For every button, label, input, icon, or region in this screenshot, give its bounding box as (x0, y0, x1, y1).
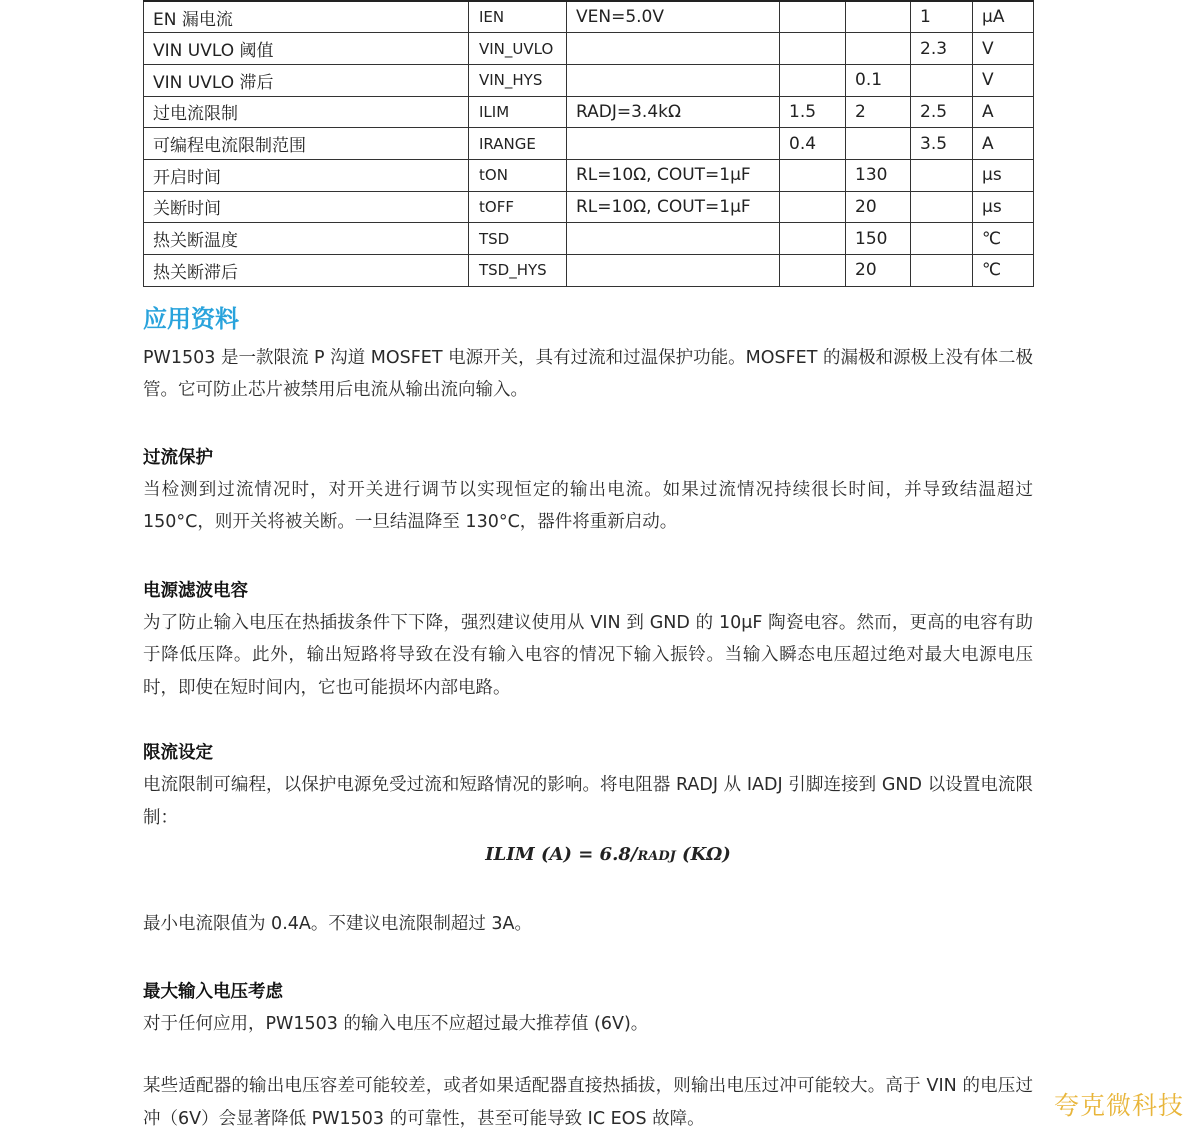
cell-typ: 130 (846, 159, 911, 191)
watermark-logo-text: 夸克微科技 (1053, 1091, 1184, 1120)
cell-max (911, 255, 973, 287)
cell-max (911, 64, 973, 96)
cell-min (780, 64, 846, 96)
cell-symbol: tOFF (469, 191, 567, 223)
cell-typ (846, 1, 911, 33)
cell-unit: V (973, 64, 1034, 96)
cell-symbol: TSD (469, 223, 567, 255)
cell-max (911, 223, 973, 255)
table-row (144, 33, 1034, 65)
cell-max (911, 159, 973, 191)
current-limit-paragraph: 电流限制可编程，以保护电源免受过流和短路情况的影响。将电阻器 RADJ 从 IADJ 引脚连接到 GND 以设置电流限制： (143, 775, 1033, 828)
cell-min: 1.5 (780, 96, 846, 128)
table-row (144, 128, 1034, 160)
cell-condition: RL=10Ω, COUT=1μF (567, 159, 780, 191)
spec-table-body (144, 1, 1034, 286)
formula-radj: RADJ (637, 849, 676, 865)
cell-symbol: TSD_HYS (469, 255, 567, 287)
cell-symbol: VIN_UVLO (469, 33, 567, 65)
cell-typ: 20 (846, 255, 911, 287)
cell-symbol: tON (469, 159, 567, 191)
formula-right: (KΩ) (675, 844, 731, 866)
cell-min (780, 223, 846, 255)
cell-typ: 20 (846, 191, 911, 223)
cell-typ: 2 (846, 96, 911, 128)
current-limit-note: 最小电流限值为 0.4A。不建议电流限制超过 3A。 (143, 914, 533, 935)
cell-condition (567, 223, 780, 255)
cell-param: VIN UVLO 滞后 (144, 64, 469, 96)
table-row (144, 96, 1034, 128)
cell-condition (567, 33, 780, 65)
cell-condition: RL=10Ω, COUT=1μF (567, 191, 780, 223)
table-row (144, 64, 1034, 96)
cell-unit: ℃ (973, 223, 1034, 255)
filter-cap-paragraph: 为了防止输入电压在热插拔条件下下降，强烈建议使用从 VIN 到 GND 的 10μF 陶瓷电容。然而，更高的电容有助于降低压降。此外，输出短路将导致在没有输入电容的情况下输入振铃。当输入瞬态电压超过绝对最大电源电压时，即使在短时间内，它也可能损坏内部电路。 (143, 612, 1033, 698)
cell-param: 可编程电流限制范围 (144, 128, 469, 160)
cell-unit: A (973, 128, 1034, 160)
table-row (144, 191, 1034, 223)
cell-param: 过电流限制 (144, 96, 469, 128)
cell-unit: A (973, 96, 1034, 128)
filter-cap-heading: 电源滤波电容 (143, 580, 248, 601)
formula-left: ILIM (A) = 6.8/ (485, 844, 638, 866)
cell-max: 3.5 (911, 128, 973, 160)
electrical-characteristics-table (143, 0, 1034, 287)
cell-unit: μs (973, 191, 1034, 223)
cell-condition (567, 255, 780, 287)
cell-min (780, 191, 846, 223)
cell-min (780, 255, 846, 287)
cell-unit: μA (973, 1, 1034, 33)
datasheet-page (143, 0, 1033, 1135)
cell-param: 关断时间 (144, 191, 469, 223)
table-row (144, 1, 1034, 33)
cell-param: 开启时间 (144, 159, 469, 191)
cell-unit: ℃ (973, 255, 1034, 287)
current-limit-formula (143, 840, 1033, 872)
cell-max: 2.5 (911, 96, 973, 128)
cell-unit: μs (973, 159, 1034, 191)
cell-condition: RADJ=3.4kΩ (567, 96, 780, 128)
section-title: 应用资料 (143, 304, 239, 333)
table-row (144, 159, 1034, 191)
cell-param: 热关断滞后 (144, 255, 469, 287)
cell-condition (567, 64, 780, 96)
overcurrent-paragraph: 当检测到过流情况时，对开关进行调节以实现恒定的输出电流。如果过流情况持续很长时间，并导致结温超过 150°C，则开关将被关断。一旦结温降至 130°C，器件将重新启动。 (143, 479, 1033, 533)
cell-symbol: ILIM (469, 96, 567, 128)
cell-condition: VEN=5.0V (567, 1, 780, 33)
cell-param: EN 漏电流 (144, 1, 469, 33)
max-input-paragraph-1: 对于任何应用，PW1503 的输入电压不应超过最大推荐值 (6V)。 (143, 1013, 649, 1034)
overcurrent-heading: 过流保护 (143, 447, 213, 468)
max-input-paragraph-2: 某些适配器的输出电压容差可能较差，或者如果适配器直接热插拔，则输出电压过冲可能较大。高于 VIN 的电压过冲（6V）会显著降低 PW1503 的可靠性，甚至可能导致 IC EOS 故障。 (143, 1076, 1033, 1129)
cell-max: 1 (911, 1, 973, 33)
cell-unit: V (973, 33, 1034, 65)
intro-paragraph: PW1503 是一款限流 P 沟道 MOSFET 电源开关，具有过流和过温保护功能。MOSFET 的漏极和源极上没有体二极管。它可防止芯片被禁用后电流从输出流向输入。 (143, 347, 1033, 401)
current-limit-heading: 限流设定 (143, 743, 213, 764)
cell-symbol: IEN (469, 1, 567, 33)
cell-symbol: IRANGE (469, 128, 567, 160)
cell-max (911, 191, 973, 223)
cell-typ: 0.1 (846, 64, 911, 96)
cell-param: 热关断温度 (144, 223, 469, 255)
cell-condition (567, 128, 780, 160)
max-input-heading: 最大输入电压考虑 (143, 981, 283, 1002)
table-row (144, 223, 1034, 255)
cell-min (780, 33, 846, 65)
cell-typ (846, 128, 911, 160)
cell-typ: 150 (846, 223, 911, 255)
cell-symbol: VIN_HYS (469, 64, 567, 96)
cell-max: 2.3 (911, 33, 973, 65)
cell-min: 0.4 (780, 128, 846, 160)
cell-min (780, 1, 846, 33)
table-row (144, 255, 1034, 287)
cell-min (780, 159, 846, 191)
cell-typ (846, 33, 911, 65)
cell-param: VIN UVLO 阈值 (144, 33, 469, 65)
